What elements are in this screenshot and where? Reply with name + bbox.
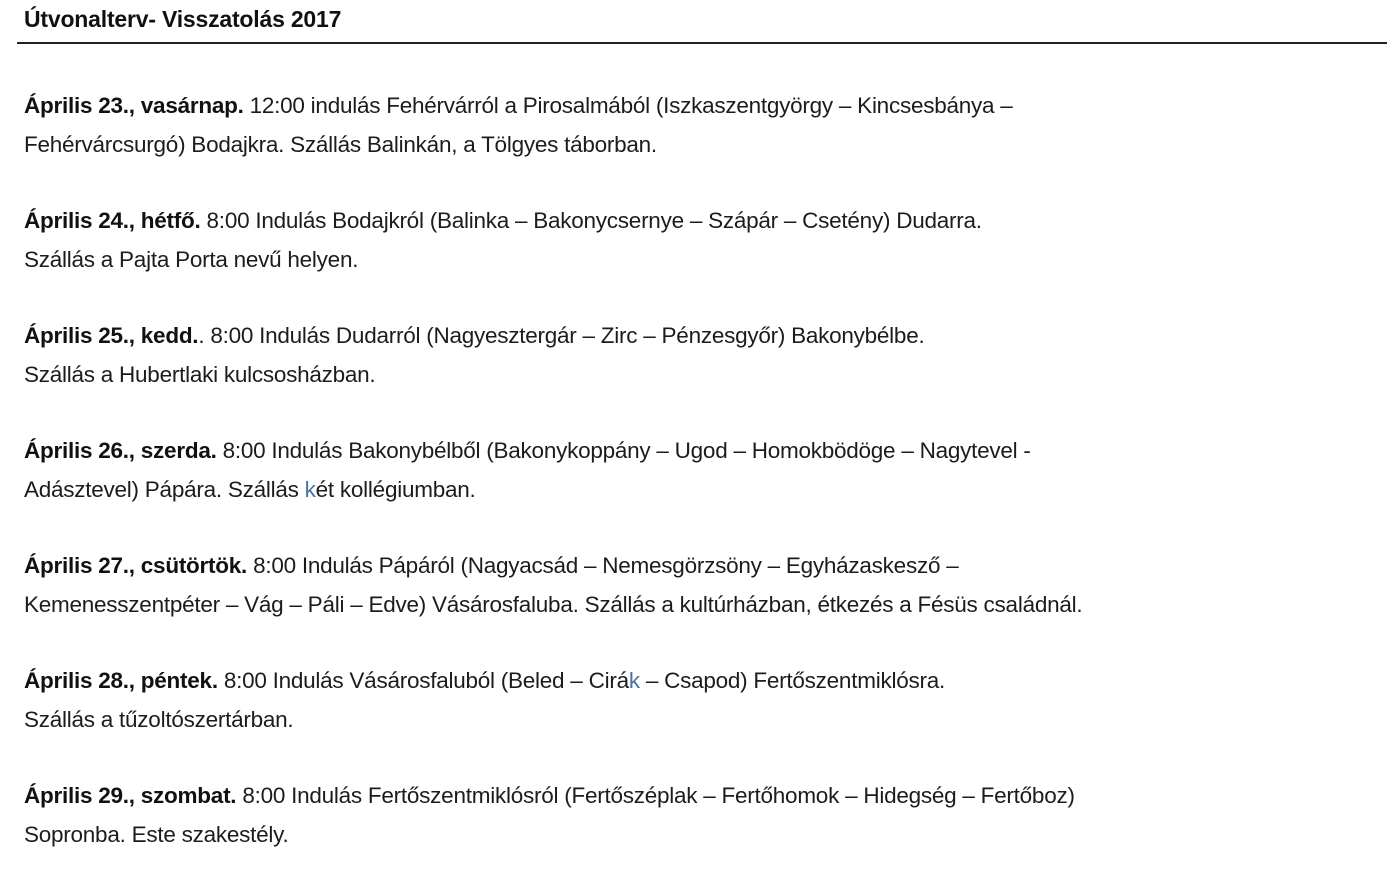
entry-text: 8:00 Indulás Vásárosfaluból (Beled – Cirá bbox=[217, 668, 629, 693]
entry-text: 12:00 indulás Fehérvárról a Pirosalmából (Iszkaszentgyörgy – Kincsesbánya – bbox=[243, 93, 1013, 118]
itinerary-entry-apr-29 bbox=[24, 776, 1387, 854]
entry-date: Április 28., péntek. bbox=[24, 668, 218, 693]
entry-line-2: Szállás a tűzoltószertárban. bbox=[24, 707, 294, 732]
entry-line-1 bbox=[24, 546, 1387, 585]
itinerary-entry-apr-25 bbox=[24, 316, 1387, 394]
entry-text: ét kollégiumban. bbox=[315, 477, 476, 502]
entry-date: Április 26., szerda. bbox=[24, 438, 217, 463]
entry-text: 8:00 Indulás Pápáról (Nagyacsád – Nemesgörzsöny – Egyházaskesző – bbox=[247, 553, 959, 578]
entry-line-2: Kemenesszentpéter – Vág – Páli – Edve) Vásárosfaluba. Szállás a kultúrházban, étkezés a Fésüs családnál. bbox=[24, 592, 1083, 617]
entry-date: Április 25., kedd. bbox=[24, 323, 199, 348]
entry-line-2: Szállás a Hubertlaki kulcsosházban. bbox=[24, 362, 376, 387]
itinerary-entry-apr-28 bbox=[24, 661, 1387, 739]
entry-text: – Csapod) Fertőszentmiklósra. bbox=[639, 668, 945, 693]
entry-date: Április 29., szombat. bbox=[24, 783, 237, 808]
entry-line-1 bbox=[24, 776, 1387, 815]
itinerary-entry-apr-26 bbox=[24, 431, 1387, 509]
title-underline bbox=[17, 42, 1387, 44]
entry-line-2: Szállás a Pajta Porta nevű helyen. bbox=[24, 247, 359, 272]
entry-line-2 bbox=[24, 470, 1387, 509]
entry-line-1 bbox=[24, 431, 1387, 470]
entry-line-2: Fehérvárcsurgó) Bodajkra. Szállás Balinkán, a Tölgyes táborban. bbox=[24, 132, 657, 157]
entry-date: Április 23., vasárnap. bbox=[24, 93, 244, 118]
entry-text: 8:00 Indulás Bakonybélből (Bakonykoppány – Ugod – Homokbödöge – Nagytevel - bbox=[216, 438, 1031, 463]
itinerary-entry-apr-23 bbox=[24, 86, 1387, 164]
highlighted-char: k bbox=[628, 668, 640, 693]
itinerary-list bbox=[24, 86, 1387, 891]
entry-date: Április 27., csütörtök. bbox=[24, 553, 248, 578]
entry-line-1 bbox=[24, 201, 1387, 240]
entry-text: . 8:00 Indulás Dudarról (Nagyesztergár – Zirc – Pénzesgyőr) Bakonybélbe. bbox=[198, 323, 925, 348]
entry-date: Április 24., hétfő. bbox=[24, 208, 201, 233]
entry-line-2: Sopronba. Este szakestély. bbox=[24, 822, 289, 847]
document-title: Útvonalterv- Visszatolás 2017 bbox=[24, 6, 342, 32]
entry-text: 8:00 Indulás Bodajkról (Balinka – Bakonycsernye – Szápár – Csetény) Dudarra. bbox=[200, 208, 982, 233]
entry-text: 8:00 Indulás Fertőszentmiklósról (Fertőszéplak – Fertőhomok – Hidegség – Fertőboz) bbox=[236, 783, 1075, 808]
entry-line-1 bbox=[24, 661, 1387, 700]
highlighted-char: k bbox=[304, 477, 316, 502]
itinerary-entry-apr-27 bbox=[24, 546, 1387, 624]
entry-text: Adásztevel) Pápára. Szállás bbox=[24, 477, 305, 502]
itinerary-entry-apr-24 bbox=[24, 201, 1387, 279]
entry-line-1 bbox=[24, 316, 1387, 355]
entry-line-1 bbox=[24, 86, 1387, 125]
